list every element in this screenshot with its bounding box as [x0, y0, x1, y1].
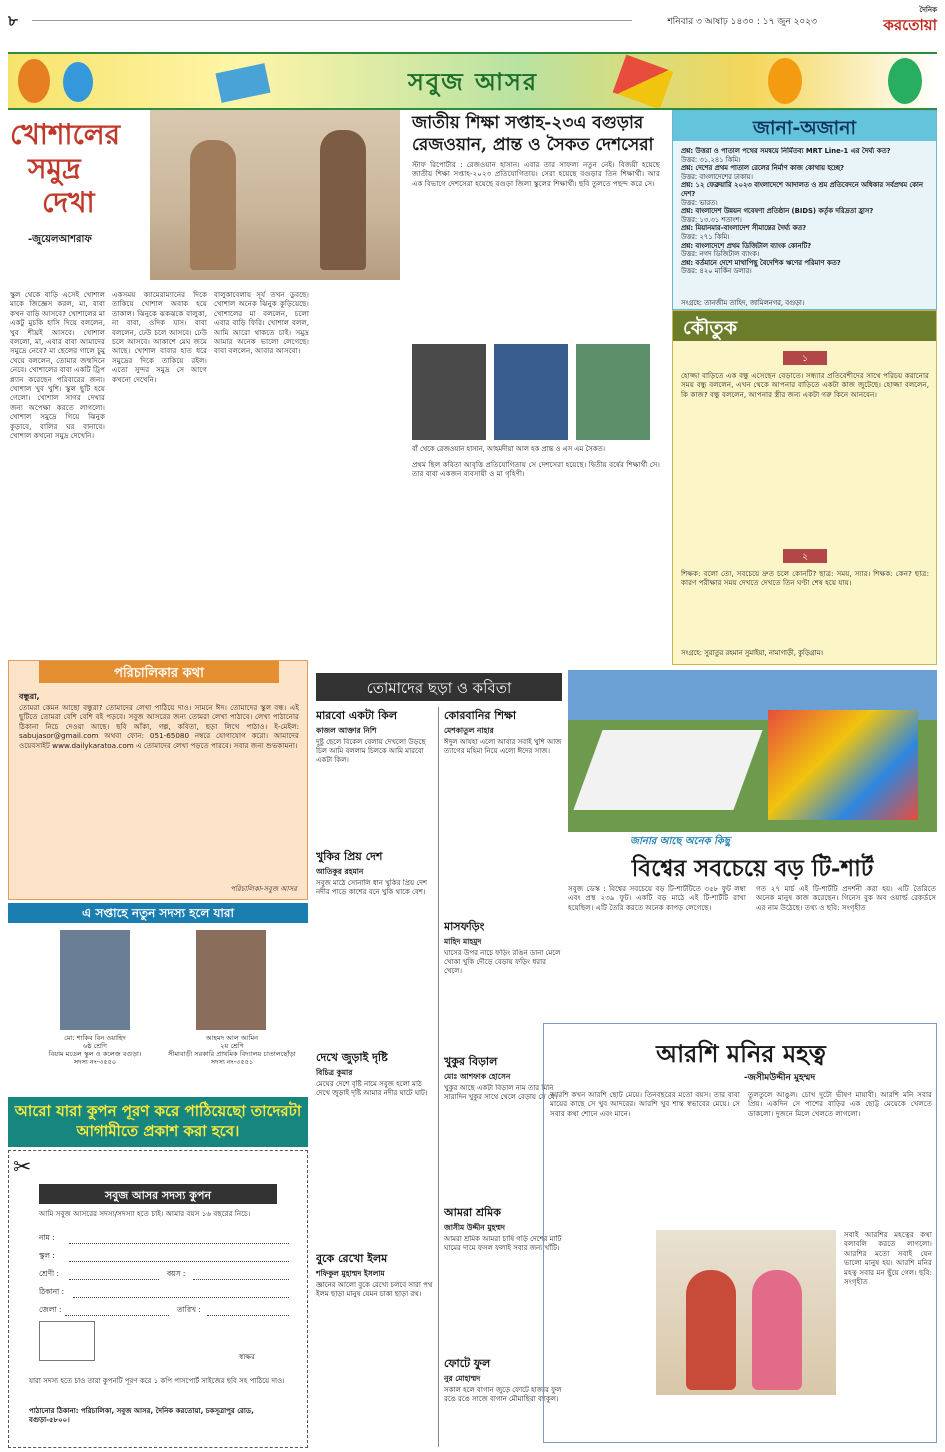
member2-name: আহমদ আল আমিন	[205, 1034, 259, 1042]
tshirt-photo-left	[573, 730, 762, 810]
poem7-title: খুকুর বিড়াল	[444, 1055, 498, 1068]
poem5-title: বুকে রেখো ইলম	[316, 1252, 388, 1265]
kid-illustration-left2	[63, 62, 93, 102]
shiksha-title-line1: জাতীয় শিক্ষা সপ্তাহ-২৩এ বগুড়ার	[412, 113, 644, 133]
tshirt-col1: সবুজ ডেস্ক : বিশ্বের সবচেয়ে বড় টি-শার্টটিতে ৩৫৮ ফুট লম্বা এবং প্রস্থ ২৩৯ ফুট। একটি বড় মাঠে এই টি-শার্টটি রাখা হয়েছিল। এটি তৈরি করতে অনেক কাপড় লেগেছে।	[568, 884, 746, 912]
issue-date: শনিবার ৩ আষাঢ় ১৪৩০ : ১৭ জুন ২০২৩	[667, 17, 817, 27]
story-title-line1: খোশালের	[10, 118, 121, 151]
coupon-district-label: জেলা :	[39, 1305, 62, 1314]
shiksha-photos	[406, 344, 666, 440]
poem4-author: বিচিত্র কুমার	[316, 1068, 353, 1077]
coupon-name-field[interactable]	[39, 1233, 289, 1244]
logo-small: দৈনিক	[919, 5, 937, 14]
coupon-date-field[interactable]	[177, 1305, 289, 1316]
qa-item: উত্তর: ২৭১ কিমি।	[681, 232, 730, 241]
fun-title: কৌতুক	[673, 311, 936, 341]
coupon-age-field[interactable]	[167, 1269, 289, 1280]
member1-photo	[60, 930, 130, 1030]
member2-photo	[196, 930, 266, 1030]
tshirt-photo	[568, 670, 937, 832]
qa-list	[681, 147, 931, 297]
coupon-address: পাঠানোর ঠিকানা: পরিচালিকা, সবুজ আসর, দৈনিক করতোয়া, চকসূত্রাপুর রোড, বগুড়া-৫৮০০।	[29, 1407, 254, 1424]
logo-text: করতোয়া	[883, 16, 937, 34]
poem2-title: কোরবানির শিক্ষা	[444, 709, 517, 722]
kid-illustration-right	[768, 58, 802, 104]
poem7-text: খুকুর আছে একটা বিড়াল নাম তার মিনি সারাদিন খুকুর সাথে খেলে বেড়ায় সে যে।	[444, 1084, 558, 1102]
poem7-author: মোঃ আশফাক হোসেন	[444, 1072, 511, 1081]
page-number: ৮	[8, 12, 18, 30]
tshirt-title: বিশ্বের সবচেয়ে বড় টি-শার্ট	[631, 855, 874, 882]
poems-section-title: তোমাদের ছড়া ও কবিতা	[316, 673, 562, 701]
poem-column-divider	[438, 707, 439, 1447]
header-rule	[32, 20, 632, 21]
poem3-title: খুকির প্রিয় দেশ	[316, 850, 383, 863]
beach-figure-child	[190, 140, 236, 270]
qa-item: উত্তর: ১৩.৩১ শতাংশ।	[681, 215, 742, 224]
poems-section	[316, 673, 562, 1448]
story-author: -জুয়েলআশরাফ	[28, 234, 92, 245]
coupon-title: সবুজ আসর সদস্য কুপন	[39, 1184, 277, 1204]
story-khoshal-col2: একসময় ক্যামেরাম্যানের দিকে তাকিয়ে খোশাল অবাক হয়ে তাকাল। ঝিনুকে ঝকঝকে বালুকা, না বাবা, ওদিক যাস। বাবা বললেন, ঢেউ চলে আসবে। ঢেউ চলে আসবে। আকাশে মেঘ জমে আছে। খোশাল বাবার হাত ধরে সমুদ্রের দিকে তাকিয়ে রইল। এতো সুন্দর সমুদ্র সে আগে কখনো দেখেনি।	[112, 290, 207, 384]
fun-box	[672, 310, 937, 665]
member1-name: মো: শাকিব বিন ওয়াহিদ	[64, 1034, 126, 1042]
student-photo-2	[494, 344, 568, 440]
member1-info	[20, 1034, 170, 1066]
aarshi-girl-2	[752, 1270, 802, 1390]
kite-icon	[613, 55, 674, 110]
poem3-text: সবুজ মাঠে সোনালি ধান খুকির প্রিয় দেশ নদীর পাড়ে কাশের বনে খুকি থাকে বেশ।	[316, 879, 428, 897]
story-khoshal-title	[10, 118, 130, 249]
aarshi-photo	[656, 1230, 836, 1395]
beach-figure-man	[320, 130, 366, 270]
poem-column-1	[316, 707, 434, 1447]
banner-title: সবুজ আসর	[408, 67, 539, 96]
aarshi-col1: আরশি কখন আরশি ছোট মেয়ে। তিনবছরের মতো বয়স। তার বাবা মায়ের কাছে সে খুব আদরের। আরশি খুব শান্ত স্বভাবের মেয়ে। সে সবার কথা শোনে এবং মানে।	[550, 1090, 740, 1118]
tshirt-col2: গত ২৭ মার্চ এই টি-শার্টটি প্রদর্শনী করা হয়। এটি তৈরিতে অনেক মানুষ কাজ করেছেন। গিনেস বুক অব ওয়ার্ল্ড রেকর্ডসে এর নাম উঠেছে। তথ্য ও ছবি: সংগৃহীত	[756, 884, 936, 912]
poem5-author: শফিকুল মুহাম্মদ ইসলাম	[316, 1269, 385, 1278]
section-banner	[8, 52, 937, 110]
shiksha-body: স্টাফ রিপোর্টার : রেজওয়ান হাসান। এবার তার সাফল্য নতুন নেই। বিজয়ী হয়েছে জাতীয় শিক্ষা সপ্তাহ-২০২৩ প্রতিযোগিতায়। সেরা হয়েছে বগুড়ার তিন শিক্ষার্থী। আর এক বিভাগে দেশসেরা হয়েছে বগুড়া জিলা স্কুলের শিক্ষার্থী। ছবি তুলতে পছন্দ করে সে।	[412, 160, 660, 188]
editor-note-title: পরিচালিকার কথা	[39, 661, 279, 683]
qa-item: প্রশ্ন: উত্তরা ও পাতাল পথের সমন্বয়ে নির্মিতব্য MRT Line-1 এর দৈর্ঘ্য কত?	[681, 147, 891, 155]
member2-school: সীমাবাড়ী সরকারি প্রাথমিক বিদ্যালয় চাতালছোঁড়া	[168, 1050, 296, 1058]
qa-credit: সংগ্রহে: তানজীম তাহিদ, জামিলনগর, বগুড়া।	[681, 299, 805, 307]
story-title-line2: সমুদ্র	[28, 152, 81, 185]
member2-class: ২য় শ্রেণি	[220, 1042, 244, 1050]
qa-item: উত্তর: ৩১.২৪১ কিমি।	[681, 155, 741, 164]
student-photo-1	[412, 344, 486, 440]
coupon-date-label: তারিখ :	[177, 1305, 201, 1314]
editor-note-box	[8, 660, 308, 900]
qa-item: উত্তর: নগদ ডিজিটাল ব্যাংক।	[681, 250, 760, 259]
editor-note-signoff: পরিচালিকা-সবুজ আসর	[230, 885, 297, 893]
story-khoshal-col3: বালুকাবেলায় সূর্য তখন ডুবছে। খোশাল অনেক ঝিনুক কুড়িয়েছে। খোশালের মা বললেন, চলো এবার বাড়ি ফিরি। খোশাল বলল, আমি আরো থাকতে চাই। সমুদ্র আমার অনেক ভালো লেগেছে। বাবা বললেন, আবার আসবো।	[214, 290, 309, 356]
qa-item: প্রশ্ন: বর্তমানে দেশে মাথাপিছু বৈদেশিক ঋণের পরিমাণ কত?	[681, 258, 841, 267]
qa-item: প্রশ্ন: বাংলাদেশ উন্নয়ন গবেষণা প্রতিষ্ঠান (BIDS) কর্তৃক দরিদ্রতা হ্রাস?	[681, 207, 874, 216]
aarshi-col2: তুলতুলে আঙুল। চোখ দুটো ভীষণ মায়াবী। আরশি মনি সবার প্রিয়। একদিন সে পাশের বাড়ির এক ছোট্ট মেয়েকে খেলতে ডাকলো। দুজনে মিলে খেলতে লাগলো।	[748, 1090, 932, 1118]
coupon-photo-box	[39, 1321, 95, 1361]
coupon-announcement: আরো যারা কুপন পূরণ করে পাঠিয়েছো তাদেরটা আগামীতে প্রকাশ করা হবে।	[8, 1097, 308, 1147]
poem9-text: সকাল হলে বাগান জুড়ে ফোটে হাজার ফুল রঙে রঙে সাজে বাগান মৌমাছিরা ব্যাকুল।	[444, 1386, 562, 1404]
poem2-author: মেশকাতুল নাহার	[444, 726, 494, 735]
story-title-line3: দেখা	[42, 186, 95, 219]
banner-kite-art	[215, 63, 270, 103]
aarshi-title: আরশি মনির মহত্ব	[656, 1039, 826, 1068]
coupon-name-label: নাম :	[39, 1233, 55, 1242]
poem8-title: আমরা শ্রমিক	[444, 1206, 501, 1219]
aarshi-story	[543, 1023, 937, 1443]
coupon-class-label: শ্রেণী :	[39, 1269, 60, 1278]
poem9-title: ফোটে ফুল	[444, 1357, 491, 1370]
aarshi-girl-1	[686, 1270, 736, 1390]
poem8-author: জাসীম উদ্দীন মুহম্মদ	[444, 1223, 505, 1232]
shiksha-article	[406, 108, 666, 668]
poem4-title: দেখে জুড়াই দৃষ্টি	[316, 1051, 388, 1064]
coupon-intro: আমি সবুজ আসরের সদস্য/সদস্যা হতে চাই। আমার বয়স ১৬ বছরের নিচে।	[39, 1209, 251, 1218]
coupon-signature-label: স্বাক্ষর	[239, 1353, 255, 1361]
coupon-class-field[interactable]	[39, 1269, 159, 1280]
qa-item: প্রশ্ন: বাংলাদেশে প্রথম ডিজিটাল ব্যাংক কোনটি?	[681, 241, 812, 250]
poem6-text: ঘাসের উপর নাচে ফড়িং রঙিন ডানা মেলে খোকা খুকি দৌড়ে বেড়ায় ফড়িং ধরার খেলে।	[444, 949, 561, 976]
qa-item: প্রশ্ন: মিয়ানমার-বাংলাদেশ সীমান্তের দৈর্ঘ্য কত?	[681, 224, 807, 233]
qa-box	[672, 110, 937, 310]
fun-credit: সংগ্রহে: সুরাতুর রহমান সুমাইয়া, নামাগাড়ী, কুড়িগ্রাম।	[681, 649, 823, 657]
aarshi-author: -জসীমউদ্দীন মুহম্মদ	[744, 1073, 816, 1083]
poem6-author: মাহিদ মাহমুদ	[444, 937, 482, 946]
tshirt-caption: জানার আছে অনেক কিছু	[630, 836, 730, 847]
coupon-address-field[interactable]	[39, 1287, 289, 1298]
member2-info	[158, 1034, 306, 1066]
qa-item: প্রশ্ন: ১২ ফেব্রুয়ারি ২০২৩ বাংলাদেশে আদালত ও শ্রম প্রতিবেদনে অধিকার সর্বপ্রথম কোন দেশ?	[681, 181, 923, 198]
poem4-text: মেঘের দেশে বৃষ্টি নামে সবুজ হলো মাঠ দেখে জুড়াই দৃষ্টি আমার নদীর ঘাটে ঘাট।	[316, 1080, 428, 1098]
tshirt-photo-right	[768, 710, 918, 820]
qa-item: প্রশ্ন: দেশের প্রথম পাতাল রেলের নির্মাণ কাজ কোথায় হচ্ছে?	[681, 164, 845, 173]
poem6-title: মাসফড়িং	[444, 920, 485, 933]
shiksha-title-line2: রেজওয়ান, প্রান্ত ও সৈকত দেশসেরা	[412, 135, 654, 155]
coupon-address-label: ঠিকানা :	[39, 1287, 65, 1296]
scissors-icon: ✂	[13, 1155, 32, 1180]
shiksha-photo-caption: বাঁ থেকে রেজওয়ান হাসান, আহমদীয়া আল হক প্রান্ত ও এস এম সৈকত।	[412, 445, 605, 453]
coupon-school-label: স্কুল :	[39, 1251, 55, 1260]
poem1-author: কাজল আক্তার নিশি	[316, 726, 377, 735]
poem8-text: আমরা শ্রমিক আমরা চাষি গড়ি দেশের মাটি ঘামের দামে ফসল ফলাই সবার জন্য খাঁটি।	[444, 1235, 562, 1253]
joke2-text: শিক্ষক: বলো তো, সবচেয়ে দ্রুত চলে কোনটি? ছাত্র: সময়, স্যার। শিক্ষক: কেন? ছাত্র: কারণ পরীক্ষার সময় দেখতে দেখতে তিন ঘণ্টা শেষ হয়ে যায়।	[681, 569, 929, 588]
editor-note-body: তোমরা কেমন আছো বন্ধুরা? তোমাদের লেখা পাঠিয়ে দাও। সামনে ঈদ। তোমাদের স্কুল বন্ধ। এই ছুটিতে তোমরা বেশি বেশি বই পড়বে। সবুজ আসরের জন্য তোমরা লেখা পাঠাবে। লেখা পাঠানোর ঠিকানা নিচে দেওয়া আছে। ছবি আঁকা, গল্প, কবিতা, ছড়া লিখে পাঠাও। ই-মেইল: sabujasor@gmail.com অথবা ফোন: 051-65080 নম্বরে যোগাযোগ করো। আমাদের ওয়েবসাইট www.dailykaratoa.com এ তোমাদের লেখা পড়তে পারবে। সবার জন্য শুভকামনা।	[19, 703, 299, 750]
poem9-author: নুর মোহাম্মদ	[444, 1374, 481, 1383]
kid-illustration-right2	[888, 58, 922, 104]
qa-item: উত্তর: বাংলাদেশের ঢাকায়।	[681, 172, 753, 181]
qa-title: জানা-অজানা	[673, 111, 936, 141]
joke1-number: ১	[783, 351, 827, 365]
page-header	[8, 4, 937, 48]
kid-illustration-left	[18, 59, 50, 103]
qa-item: উত্তর: ৪২০ মার্কিন ডলার।	[681, 267, 752, 276]
joke2-number: ২	[783, 549, 827, 563]
membership-coupon	[8, 1150, 308, 1448]
editor-note-greeting: বন্ধুরা,	[19, 692, 40, 701]
poem2-text: ঈদুল আযহা এলো আবার সবাই খুশি আজ ত্যাগের মহিমা নিয়ে এলো ঈদের সাজ।	[444, 738, 562, 756]
poem3-author: আতিকুর রহমান	[316, 867, 364, 876]
qa-item: উত্তর: ভারত।	[681, 198, 718, 207]
student-photo-3	[576, 344, 650, 440]
shiksha-body2: প্রথম ছিল কবিতা আবৃত্তি প্রতিযোগিতায় সে দেশসেরা হয়েছে। দ্বিতীয় বর্ষের শিক্ষার্থী সে। তার বাবা একজন ব্যবসায়ী ও মা গৃহিণী।	[412, 460, 660, 479]
member1-id: সদস্য নং-৩৫৫০	[73, 1058, 117, 1066]
poem1-title: মারবো একটা কিল	[316, 709, 398, 722]
poem1-text: দুষ্টু ছেলে বিকেল বেলায় দেখলো উড়ছে চিল আমি বললাম চিলকে আমি মারবো একটা কিল।	[316, 738, 426, 765]
member1-school: বিয়াম মডেল স্কুল ও কলেজ বগুড়া।	[48, 1050, 142, 1058]
member2-id: সদস্য নং-৩৫৫১	[210, 1058, 254, 1066]
coupon-district-field[interactable]	[39, 1305, 169, 1316]
coupon-note: যারা সদস্য হতে চাও তারা কুপনটি পূরণ করে ১ কপি পাসপোর্ট সাইজের ছবি সহ পাঠিয়ে দাও।	[29, 1377, 285, 1385]
coupon-age-label: বয়স :	[167, 1269, 186, 1278]
member1-class: ৬ষ্ঠ শ্রেণি	[82, 1042, 108, 1050]
joke1-text: হোজ্জা বাড়িতে এক বন্ধু এসেছেন বেড়াতে। সন্ধ্যার প্রতিবেশীদের সাথে পরিচয় করানোর সময় বন্ধু বললেন, এখন থেকে আপনার বাড়িতে একটা কাজ জুটেছে। হোজ্জা বললেন, কি কাজ? বন্ধু বললেন, আপনার স্ত্রীর জন্য একটা গরু কিনে আনবেন।	[681, 371, 929, 399]
story-khoshal-col1: স্কুল থেকে বাড়ি এসেই খোশাল মাকে জিজ্ঞেস করল, মা, বাবা কখন বাড়ি আসবে? খোশালের মা একটু মুচকি হাসি দিয়ে বললেন, খুব শীঘ্রই আসবে। খোশাল বললো, মা, এবার বাবা আমাদের সমুদ্রে নেবে? মা ছেলের গালে চুমু খেয়ে বললেন, তোমার জন্মদিনে নেবে। খোশালের বাবা একটি ট্রিপ প্ল্যান করেছেন পরিবারের জন্য। খোশাল খুব খুশি। স্কুল ছুটি হয়ে গেলো। খোশাল সাগর দেখার জন্য অপেক্ষা করতে লাগলো। খোশাল সমুদ্রে গিয়ে ঝিনুক কুড়াবে, বালির ঘর বানাবে। খোশাল কখনো সমুদ্র দেখেনি।	[10, 290, 105, 441]
beach-photo	[150, 110, 400, 280]
poem5-text: জ্ঞানের আলো বুকে রেখো চলবে সারা পথ ইলম ছাড়া মানুষ যেমন চাকা ছাড়া রথ।	[316, 1281, 433, 1299]
aarshi-col3: সবাই আরশির মহত্বের কথা বলাবলি করতে লাগলো। আরশির মতো সবাই যেন ভালো মানুষ হয়। আরশি মনির মহত্ব সবার মন ছুঁয়ে গেল। ছবি: সংগৃহীত	[844, 1230, 932, 1287]
new-members-title: এ সপ্তাহে নতুন সদস্য হলে যারা	[8, 903, 308, 923]
coupon-school-field[interactable]	[39, 1251, 289, 1262]
newspaper-logo	[829, 6, 937, 34]
